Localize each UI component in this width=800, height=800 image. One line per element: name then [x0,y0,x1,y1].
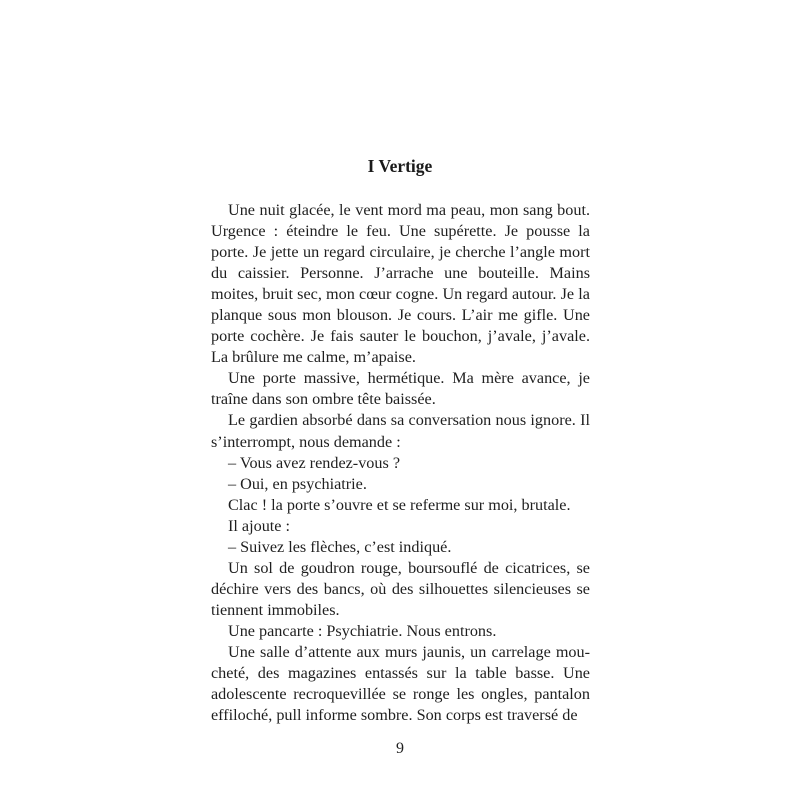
page-number: 9 [396,740,404,757]
chapter-title: I Vertige [367,156,433,176]
paragraph: Le gardien absorbé dans sa conversation nous ignore. Il s’interrompt, nous demande : [211,411,590,451]
paragraph: Une salle d’attente aux murs jaunis, un carrelage moucheté, des magazines entassés sur la table basse. Une adolescente recroquevillée se ronge les ongles, pantalon effiloché, pull informe sombre. Son corps est traversé de [211,642,590,725]
paragraph: Un sol de goudron rouge, boursouflé de cicatrices, se déchire vers des bancs, où des silhouettes silencieuses se tiennent immobiles. [211,558,590,619]
dialogue-line: – Suivez les flèches, c’est indiqué. [228,537,452,556]
dialogue-line: – Vous avez rendez-vous ? [228,453,401,472]
paragraph: Une nuit glacée, le vent mord ma peau, mon sang bout. Urgence : éteindre le feu. Une supérette. Je pousse la porte. Je jette un regard circulaire, je cherche l’angle mort du caissier. Personne. J’arrache une bouteille. Mains moites, bruit sec, mon cœur cogne. Un regard autour. Je la planque sous mon blouson. Je cours. L’air me gifle. Une porte cochère. Je fais sauter le bouchon, j’avale, j’avale. La brûlure me calme, m’apaise. [211,201,590,367]
paragraph: Clac ! la porte s’ouvre et se referme sur moi, brutale. [228,495,571,514]
dialogue-line: – Oui, en psychiatrie. [228,474,367,493]
paragraph: Il ajoute : [228,516,291,535]
paragraph: Une porte massive, hermétique. Ma mère avance, je traîne dans son ombre tête baissée. [211,369,590,409]
body-text [211,200,590,726]
paragraph: Une pancarte : Psychiatrie. Nous entrons. [228,621,497,640]
